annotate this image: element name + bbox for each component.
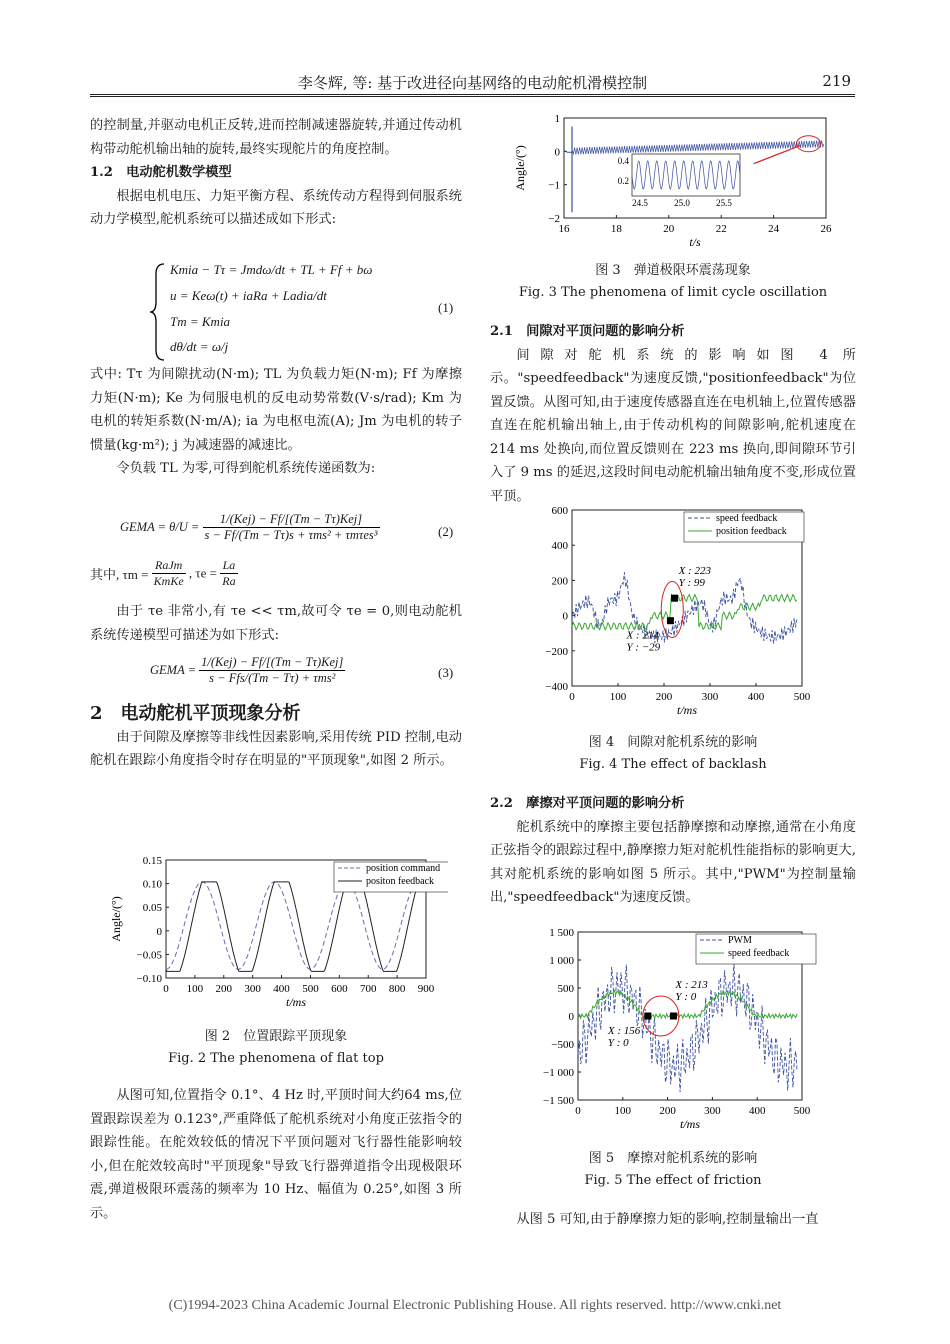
y-tick-label: 0 (568, 1011, 574, 1023)
equation-line: u = Keω(t) + iaRa + Ladia/dt (170, 288, 327, 303)
x-tick-label: 400 (747, 691, 765, 703)
annotation-y: Y : 0 (607, 1037, 629, 1049)
series-position-feedback (166, 882, 426, 972)
text: 其中, τm = (90, 567, 149, 582)
paragraph: 舵机系统中的摩擦主要包括静摩擦和动摩擦,通常在小角度正弦指令的跟踪过程中,静摩擦力矩对舵机性能指标的影响更大,其对舵机系统的影响如图 5 所示。其中,"PWM"为控制量输出,"speedfeedback"为速度反馈。 (490, 819, 856, 905)
annotation-x: X : 156 (607, 1025, 641, 1037)
annotation-y: Y : 0 (675, 991, 697, 1003)
x-tick-label: 300 (704, 1105, 721, 1117)
tau-definition (90, 558, 238, 589)
paragraph: 式中: Tτ 为间隙扰动(N·m); TL 为负载力矩(N·m); Ff 为摩擦力矩(N·m); Ke 为伺服电机的反电动势常数(V·s/rad); Km 为电机的转矩系数(N·m/A); ia 为电枢电流(A); Jm 为电机的转子惯量(kg·m²); j 为减速器的减速比。 (90, 367, 462, 453)
x-tick-label: 0 (569, 691, 575, 703)
caption-cn: 图 2 位置跟踪平顶现象 (204, 1029, 348, 1044)
x-tick-label: 200 (655, 691, 673, 703)
y-tick-label: −200 (545, 645, 568, 658)
brace-icon (148, 262, 168, 362)
equation-line: Kmia − Tτ = Jmdω/dt + TL + Ff + bω (170, 262, 373, 277)
legend-label: position command (366, 863, 441, 874)
legend-label: positon feedback (366, 876, 435, 887)
figure-4-chart (530, 500, 820, 722)
equation-lhs: GEMA = (150, 663, 197, 677)
left-column-cont (90, 363, 462, 481)
fraction-denominator: Ra (222, 574, 236, 588)
x-tick-label: 0 (163, 983, 169, 995)
inset-x-tick-label: 25.0 (674, 198, 690, 208)
y-tick-label: 0 (554, 146, 560, 159)
y-tick-label: 0 (562, 610, 568, 623)
x-tick-label: 16 (558, 223, 570, 235)
y-tick-label: 0 (156, 925, 162, 938)
legend-label: PWM (728, 935, 752, 946)
data-marker (667, 617, 674, 624)
caption-en: Fig. 4 The effect of backlash (579, 757, 767, 772)
x-axis-label: t/ms (679, 1117, 701, 1131)
header-title: 李冬辉, 等: 基于改进径向基网络的电动舵机滑模控制 (297, 74, 648, 92)
caption-en: Fig. 2 The phenomena of flat top (168, 1051, 384, 1066)
inset-y-tick-label: 0.4 (617, 156, 629, 166)
x-tick-label: 26 (820, 223, 832, 235)
left-column-cont3 (90, 702, 462, 773)
equation-line: Tm = Kmia (170, 314, 231, 329)
right-column-cont (490, 792, 856, 910)
annotation-y: Y : −29 (626, 641, 661, 654)
x-tick-label: 500 (302, 983, 319, 995)
y-tick-label: 500 (557, 983, 574, 995)
annotation-x: X : 223 (678, 565, 711, 578)
x-tick-label: 0 (575, 1105, 581, 1117)
y-tick-label: −1 (548, 179, 560, 192)
subsection-heading: 1.2 电动舵机数学模型 (90, 165, 232, 180)
x-tick-label: 22 (715, 223, 727, 235)
y-tick-label: −1 000 (543, 1067, 574, 1079)
caption-cn: 图 3 弹道极限环震荡现象 (595, 263, 751, 278)
y-tick-label: −400 (545, 681, 568, 693)
data-marker (670, 1013, 677, 1020)
y-tick-label: −1 500 (543, 1095, 574, 1107)
paragraph: 的控制量,并驱动电机正反转,进而控制减速器旋转,并通过传动机构带动舵机输出轴的旋转,最终实现舵片的角度控制。 (90, 118, 462, 157)
paragraph: 由于 τe 非常小,有 τe << τm,故可令 τe = 0,则电动舵机系统传递模型可描述为如下形式: (90, 604, 462, 643)
x-axis-label: t/ms (285, 995, 307, 1009)
equation-line: dθ/dt = ω/j (170, 339, 229, 354)
annotation-x: X : 214 (626, 629, 659, 642)
x-axis-label: t/ms (676, 703, 698, 717)
x-tick-label: 200 (215, 983, 233, 995)
figure-5-chart (530, 922, 820, 1140)
x-tick-label: 100 (186, 983, 204, 995)
y-tick-label: 0.10 (142, 878, 162, 891)
subsection-heading: 2.2 摩擦对平顶问题的影响分析 (490, 796, 685, 811)
y-tick-label: 0.15 (142, 855, 162, 867)
y-tick-label: −0.05 (136, 949, 162, 962)
y-tick-label: 1 000 (549, 955, 574, 967)
paragraph: 由于间隙及摩擦等非线性因素影响,采用传统 PID 控制,电动舵机在跟踪小角度指令时存在明显的"平顶现象",如图 2 所示。 (90, 729, 462, 768)
x-tick-label: 300 (244, 983, 261, 995)
y-tick-label: 600 (551, 505, 568, 517)
figure-4-caption (490, 732, 856, 776)
paragraph: 根据电机电压、力矩平衡方程、系统传动方程得到伺服系统动力学模型,舵机系统可以描述成如下形式: (90, 188, 462, 227)
y-axis-label: Angle/(°) (109, 896, 123, 942)
equation-1 (148, 262, 468, 362)
legend-label: speed feedback (716, 513, 778, 524)
y-axis-label: Angle/(°) (513, 145, 527, 191)
caption-cn: 图 4 间隙对舵机系统的影响 (588, 735, 758, 750)
equation-denominator: s − Ffs/(Tm − Tτ) + τms² (209, 671, 336, 685)
figure-3-chart (512, 112, 834, 252)
x-tick-label: 100 (614, 1105, 632, 1117)
x-tick-label: 24 (768, 223, 780, 235)
equation-number: (3) (438, 665, 454, 680)
x-tick-label: 18 (610, 223, 622, 235)
equation-number: (2) (438, 524, 454, 539)
left-column-cont2 (90, 600, 462, 647)
x-tick-label: 600 (331, 983, 348, 995)
series-angle (573, 141, 824, 155)
paragraph: 从图 5 可知,由于静摩擦力矩的影响,控制量输出一直 (516, 1212, 819, 1227)
x-tick-label: 700 (359, 983, 377, 995)
equation-denominator: s − Ff/(Tm − Tτ)s + τms² + τmτes³ (204, 528, 378, 542)
section-heading: 2 电动舵机平顶现象分析 (90, 703, 301, 724)
equation-number: (1) (438, 300, 454, 315)
annotation-x: X : 213 (675, 979, 708, 991)
y-tick-label: −2 (548, 213, 560, 225)
x-tick-label: 500 (793, 691, 811, 703)
y-tick-label: 400 (551, 540, 568, 553)
text: , τe = (188, 565, 217, 581)
x-tick-label: 900 (417, 983, 435, 995)
data-marker (644, 1013, 651, 1020)
left-column-cont4 (90, 1084, 462, 1225)
x-tick-label: 500 (793, 1105, 811, 1117)
x-tick-label: 300 (701, 691, 719, 703)
x-tick-label: 400 (273, 983, 290, 995)
y-tick-label: 1 500 (549, 927, 574, 939)
y-tick-label: 1 (554, 113, 560, 125)
legend-label: speed feedback (728, 948, 790, 959)
left-column (90, 114, 462, 232)
copyright-footer: (C)1994-2023 China Academic Journal Electronic Publishing House. All rights reserved. http://www.cnki.net (168, 1298, 782, 1313)
legend-label: position feedback (716, 526, 787, 537)
x-axis-label: t/s (689, 235, 701, 249)
inset-x-tick-label: 25.5 (716, 198, 732, 208)
paragraph: 从图可知,位置指令 0.1°、4 Hz 时,平顶时间大约64 ms,位置跟踪误差为 0.123°,严重降低了舵机系统对小角度正弦指令的跟踪性能。在舵效较低的情况下平顶问题对飞行器性能影响较小,但在舵效较高时"平顶现象"导致飞行器弹道指令出现极限环震,弹道极限环震荡的频率为 10 Hz、幅值为 0.25°,如图 3 所示。 (90, 1088, 462, 1221)
right-column (490, 320, 856, 508)
equation-numerator: 1/(Kej) − Ff/[(Tm − Tτ)Kej] (203, 512, 380, 528)
figure-3-caption (490, 260, 856, 304)
equation-numerator: 1/(Kej) − Ff/[(Tm − Tτ)Kej] (201, 655, 344, 669)
figure-5-caption (490, 1148, 856, 1192)
equation-3 (150, 655, 450, 686)
equation-lhs: GEMA = θ/U = (120, 520, 200, 534)
y-tick-label: 200 (551, 575, 568, 588)
annotation-y: Y : 99 (678, 577, 705, 590)
page-number: 219 (822, 72, 851, 90)
paragraph: 间隙对舵机系统的影响如图 4 所示。"speedfeedback"为速度反馈,"positionfeedback"为位置反馈。从图可知,由于速度传感器直连在电机轴上,位置传感器直连在舵机输出轴上,由于传动机构的间隙影响,舵机速度在 214 ms 处换向,而位置反馈则在 223 ms 换向,即间隙环节引入了 9 ms 的延迟,这段时间电动舵机输出轴角度不变,形成位置平顶。 (490, 347, 856, 504)
x-tick-label: 400 (748, 1105, 766, 1117)
equation-2 (120, 512, 450, 543)
fraction-denominator: KmKe (153, 574, 184, 588)
fraction-numerator: RaJm (152, 558, 186, 574)
inset-x-tick-label: 24.5 (632, 198, 648, 208)
caption-cn: 图 5 摩擦对舵机系统的影响 (588, 1151, 758, 1166)
running-header (90, 72, 855, 97)
series-position-command (166, 882, 426, 969)
y-tick-label: −500 (551, 1039, 574, 1051)
caption-en: Fig. 5 The effect of friction (584, 1173, 762, 1188)
right-column-cont2 (490, 1208, 856, 1232)
data-marker (671, 595, 678, 602)
paragraph: 令负载 TL 为零,可得到舵机系统传递函数为: (116, 461, 376, 476)
figure-2-chart (108, 852, 448, 1018)
x-tick-label: 20 (663, 223, 675, 235)
fraction-numerator: La (220, 558, 237, 574)
inset-y-tick-label: 0.2 (617, 176, 629, 186)
y-tick-label: −0.10 (136, 973, 162, 985)
subsection-heading: 2.1 间隙对平顶问题的影响分析 (490, 324, 685, 339)
x-tick-label: 200 (659, 1105, 676, 1117)
figure-2-caption (90, 1026, 462, 1070)
y-tick-label: 0.05 (142, 902, 162, 915)
x-tick-label: 800 (388, 983, 406, 995)
x-tick-label: 100 (609, 691, 627, 703)
caption-en: Fig. 3 The phenomena of limit cycle oscillation (518, 285, 828, 300)
